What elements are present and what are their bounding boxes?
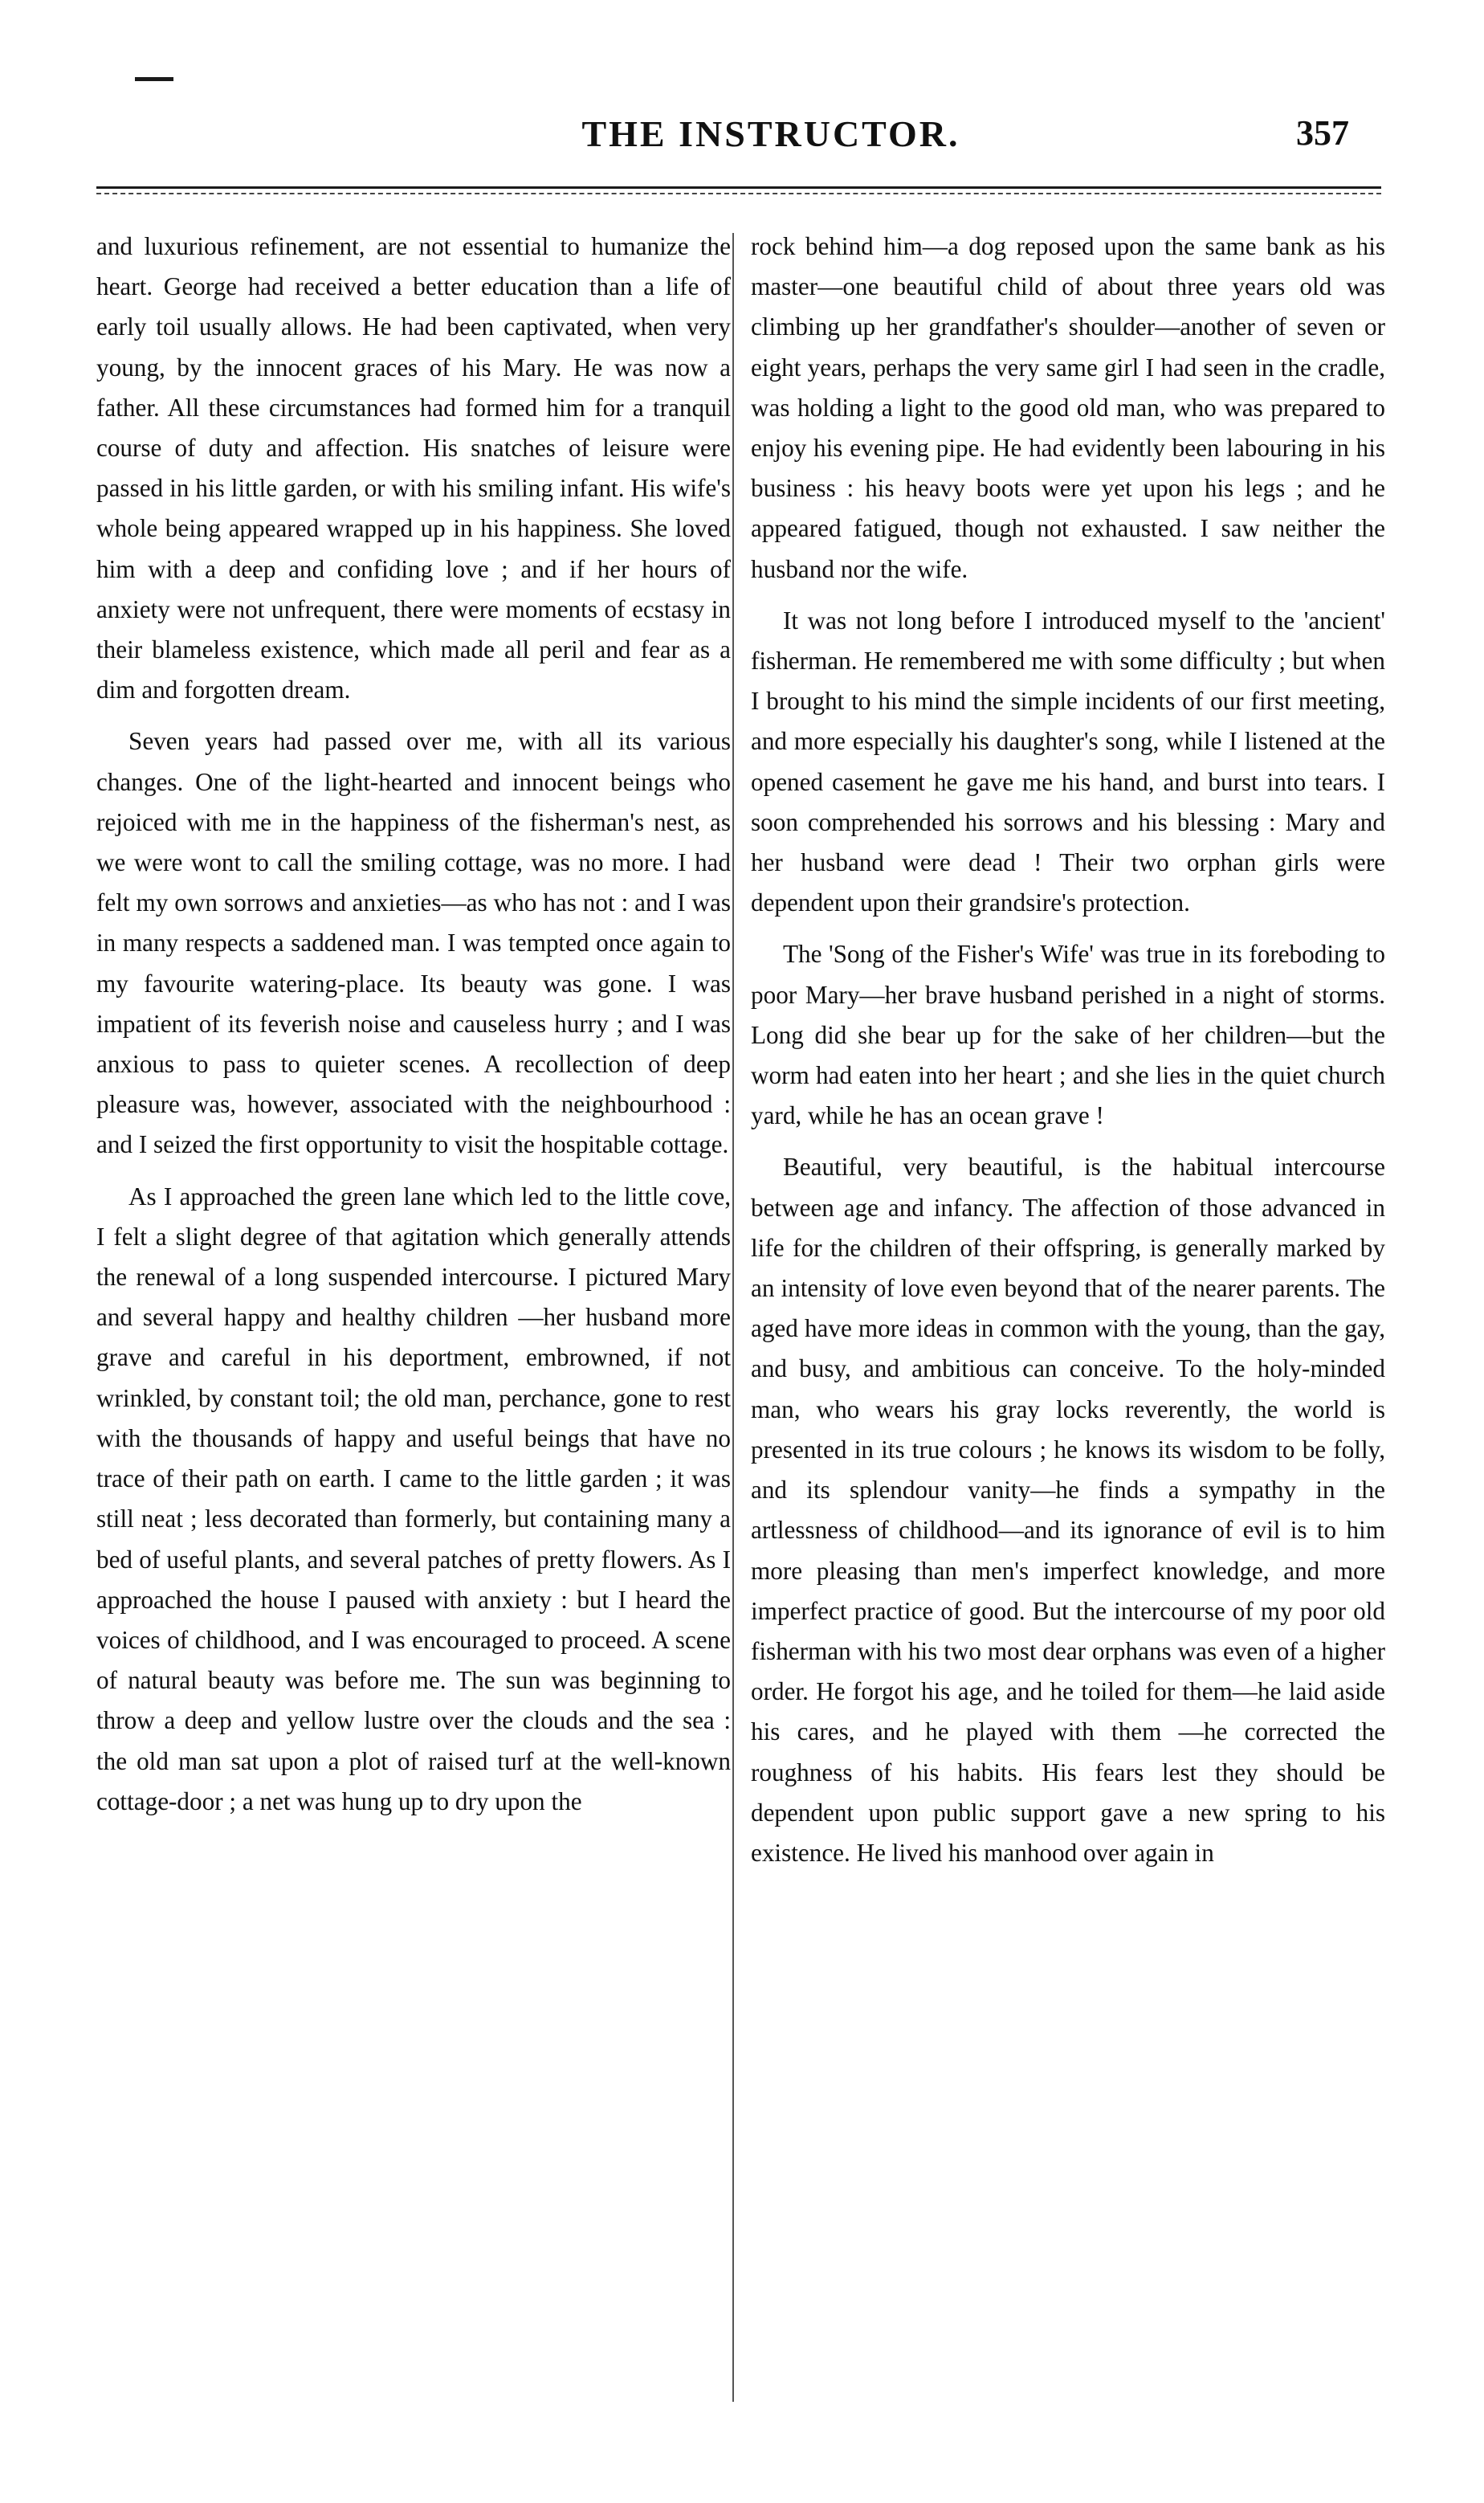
right-paragraph-3: The 'Song of the Fisher's Wife' was true in its foreboding to poor Mary—her brave husband perished in a night of storms. Long did she bear up for the sake of her children—but the worm had eaten into her heart ; and she lies in the quiet church yard, while he has an ocean grave ! (751, 940, 1385, 1130)
printer-mark (135, 77, 173, 81)
header-dotted-rule (96, 193, 1381, 194)
header-rule (96, 186, 1381, 189)
left-paragraph-3: As I approached the green lane which led to the little cove, I felt a slight degree of that agitation which generally attends the renewal of a long suspended intercourse. I pictured Mary and several happy and healthy children —her husband more grave and careful in his deportment, embrowned, if not wrinkled, by constant toil; the old man, perchance, gone to rest with the thousands of happy and useful beings that have no trace of their path on earth. I came to the little garden ; it was still neat ; less decorated than formerly, but containing many a bed of useful plants, and several patches of pretty flowers. As I approached the house I paused with anxiety : but I heard the voices of childhood, and I was encouraged to proceed. A scene of natural beauty was before me. The sun was beginning to throw a deep and yellow lustre over the clouds and the sea : the old man sat upon a plot of raised turf at the well-known cottage-door ; a net was hung up to dry upon the (96, 1182, 731, 1815)
running-title: THE INSTRUCTOR. (581, 113, 960, 154)
right-paragraph-4: Beautiful, very beautiful, is the habitual intercourse between age and infancy. The affection of those advanced in life for the children of their offspring, is generally marked by an intensity of love even beyond that of the nearer parents. The aged have more ideas in common with the young, than the gay, and busy, and ambitious can conceive. To the holy-minded man, who wears his gray locks reverently, the world is presented in its true colours ; he knows its wisdom to be folly, and its splendour vanity—he finds a sympathy in the artlessness of childhood—and its ignorance of evil is to him more pleasing than men's imperfect knowledge, and more imperfect practice of good. But the intercourse of my poor old fisherman with his two most dear orphans was even of a higher order. He forgot his age, and he toiled for them—he laid aside his cares, and he played with them —he corrected the roughness of his habits. His fears lest they should be dependent upon public support gave a new spring to his existence. He lived his manhood over again in (751, 1153, 1385, 1867)
left-paragraph-2: Seven years had passed over me, with all its various changes. One of the light-hearted and innocent beings who rejoiced with me in the happiness of the fisherman's nest, as we were wont to call the smiling cottage, was no more. I had felt my own sorrows and anxieties—as who has not : and I was in many respects a saddened man. I was tempted once again to my favourite watering-place. Its beauty was gone. I was impatient of its feverish noise and causeless hurry ; and I was anxious to pass to quieter scenes. A recollection of deep pleasure was, however, associated with the neighbourhood : and I seized the first opportunity to visit the hospitable cottage. (96, 727, 731, 1159)
right-paragraph-2: It was not long before I introduced myself to the 'ancient' fisherman. He remembered me with some difficulty ; but when I brought to his mind the simple incidents of our first meeting, and more especially his daughter's song, while I listened at the opened casement he gave me his hand, and burst into tears. I soon comprehended his sorrows and his blessing : Mary and her husband were dead ! Their two orphan girls were dependent upon their grandsire's protection. (751, 606, 1385, 917)
column-divider (732, 233, 734, 2402)
right-paragraph-1: rock behind him—a dog reposed upon the same bank as his master—one beautiful child of about three years old was climbing up her grandfather's shoulder—another of seven or eight years, perhaps the very same girl I had seen in the cradle, was holding a light to the good old man, who was prepared to enjoy his evening pipe. He had evidently been labouring in his business : his heavy boots were yet upon his legs ; and he appeared fatigued, though not exhausted. I saw neither the husband nor the wife. (751, 232, 1385, 583)
page-number: 357 (1296, 113, 1349, 153)
left-column (96, 227, 731, 1833)
running-head (96, 112, 1381, 161)
left-paragraph-1: and luxurious refinement, are not essential to humanize the heart. George had received a better education than a life of early toil usually allows. He had been captivated, when very young, by the innocent graces of his Mary. He was now a father. All these circumstances had formed him for a tranquil course of duty and affection. His snatches of leisure were passed in his little garden, or with his smiling infant. His wife's whole being appeared wrapped up in his happiness. She loved him with a deep and confiding love ; and if her hours of anxiety were not unfrequent, there were moments of ecstasy in their blameless existence, which made all peril and fear as a dim and forgotten dream. (96, 232, 731, 704)
right-column (751, 227, 1385, 1884)
